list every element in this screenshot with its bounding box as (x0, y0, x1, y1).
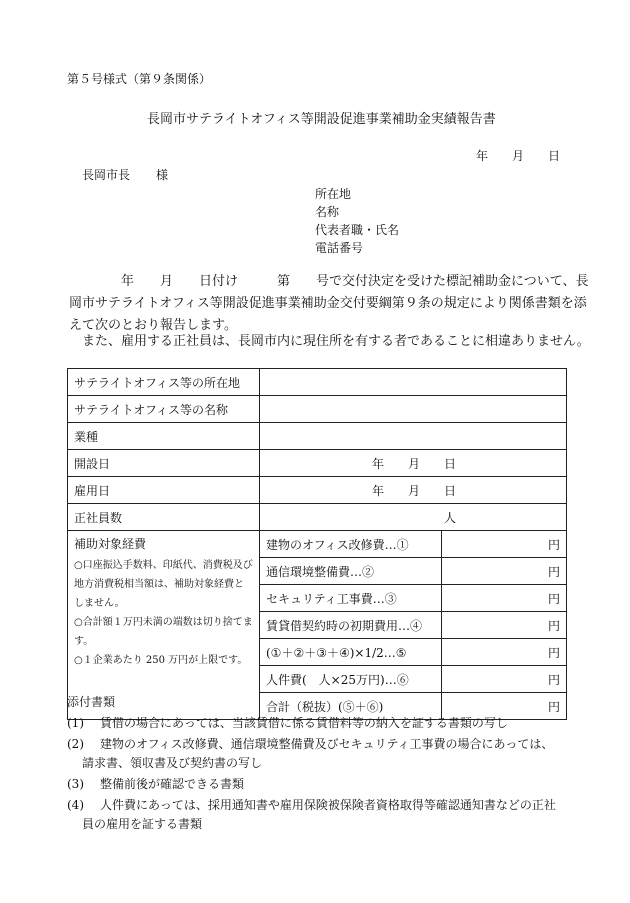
date-day-label: 日 (548, 149, 561, 163)
page-title: 長岡市サテライトオフィス等開設促進事業補助金実績報告書 (147, 112, 496, 127)
total-label: 合計（税抜）(⑤＋⑥) (260, 693, 442, 720)
hire-date-field[interactable]: 年 月 日 (260, 477, 567, 504)
table-row (68, 531, 567, 558)
expense-item-amount[interactable]: 円 (442, 531, 567, 558)
location-label: サテライトオフィス等の所在地 (68, 369, 260, 396)
applicant-name-label: 名称 (315, 205, 340, 219)
attachment-num-2: (2) (67, 737, 84, 751)
table-row (68, 369, 567, 396)
table-row (68, 477, 567, 504)
addressee-suffix: 様 (156, 168, 169, 182)
report-table (67, 368, 567, 720)
table-row (68, 504, 567, 531)
expense-item-label: 人件費( 人×25万円)…⑥ (260, 666, 442, 693)
attachment-text-4-cont: 員の雇用を証する書類 (82, 817, 203, 831)
expense-item-label: 通信環境整備費…② (260, 558, 442, 585)
applicant-address-label: 所在地 (315, 187, 352, 201)
expense-item-label: (①＋②＋③＋④)×1/2…⑤ (260, 639, 442, 666)
office-name-field[interactable] (260, 396, 567, 423)
expense-item-label: 建物のオフィス改修費…① (260, 531, 442, 558)
location-field[interactable] (260, 369, 567, 396)
applicant-rep-label: 代表者職・氏名 (315, 223, 400, 237)
form-number: 第５号様式（第９条関係） (67, 72, 212, 86)
employees-field[interactable]: 人 (260, 504, 567, 531)
industry-field[interactable] (260, 423, 567, 450)
industry-label: 業種 (68, 423, 260, 450)
table-row (68, 450, 567, 477)
attachment-num-3: (3) (67, 777, 84, 791)
date-month-label: 月 (512, 149, 525, 163)
expense-item-amount[interactable]: 円 (442, 612, 567, 639)
attachment-text-3: 整備前後が確認できる書類 (100, 777, 245, 791)
date-year-label: 年 (476, 149, 489, 163)
expenses-label: 補助対象経費 (74, 537, 147, 551)
attachments-heading: 添付書類 (67, 695, 116, 709)
expense-item-amount[interactable]: 円 (442, 666, 567, 693)
employees-label: 正社員数 (68, 504, 260, 531)
expense-item-amount[interactable]: 円 (442, 558, 567, 585)
expense-note-2: ○合計額１万円未満の端数は切り捨てます。 (74, 617, 253, 647)
expense-note-1: ○口座振込手数料、印紙代、消費税及び地方消費税相当額は、補助対象経費としません。 (74, 560, 253, 609)
office-name-label: サテライトオフィス等の名称 (68, 396, 260, 423)
hire-date-label: 雇用日 (68, 477, 260, 504)
attachment-text-4: 人件費にあっては、採用通知書や雇用保険被保険者資格取得等確認通知書などの正社 (100, 798, 556, 812)
applicant-phone-label: 電話番号 (315, 241, 364, 255)
attachment-num-4: (4) (67, 798, 84, 812)
attachment-text-2: 建物のオフィス改修費、通信環境整備費及びセキュリティ工事費の場合にあっては、 (100, 737, 554, 751)
expense-item-amount[interactable]: 円 (442, 639, 567, 666)
open-date-field[interactable]: 年 月 日 (260, 450, 567, 477)
total-amount[interactable]: 円 (442, 693, 567, 720)
body-line-4: また、雇用する正社員は、長岡市内に現住所を有する者であることに相違ありません。 (69, 334, 590, 349)
attachment-text-1: 賃借の場合にあっては、当該賃借に係る賃借料等の納入を証する書類の写し (100, 716, 508, 730)
body-line-1: 年 月 日付け 第 号で交付決定を受けた標記補助金について、長 (69, 274, 589, 289)
expense-item-label: セキュリティ工事費…③ (260, 585, 442, 612)
attachment-text-2-cont: 請求書、領収書及び契約書の写し (82, 756, 263, 770)
table-row (68, 396, 567, 423)
body-line-3: えて次のとおり報告します。 (69, 318, 237, 333)
attachment-num-1: (1) (67, 716, 84, 730)
expense-item-amount[interactable]: 円 (442, 585, 567, 612)
expense-item-label: 賃貸借契約時の初期費用…④ (260, 612, 442, 639)
body-line-2: 岡市サテライトオフィス等開設促進事業補助金交付要綱第９条の規定により関係書類を添 (69, 296, 587, 311)
open-date-label: 開設日 (68, 450, 260, 477)
table-row (68, 423, 567, 450)
addressee: 長岡市長 (82, 168, 131, 182)
expense-note-3: ○１企業あたり 250 万円が上限です。 (74, 655, 248, 666)
